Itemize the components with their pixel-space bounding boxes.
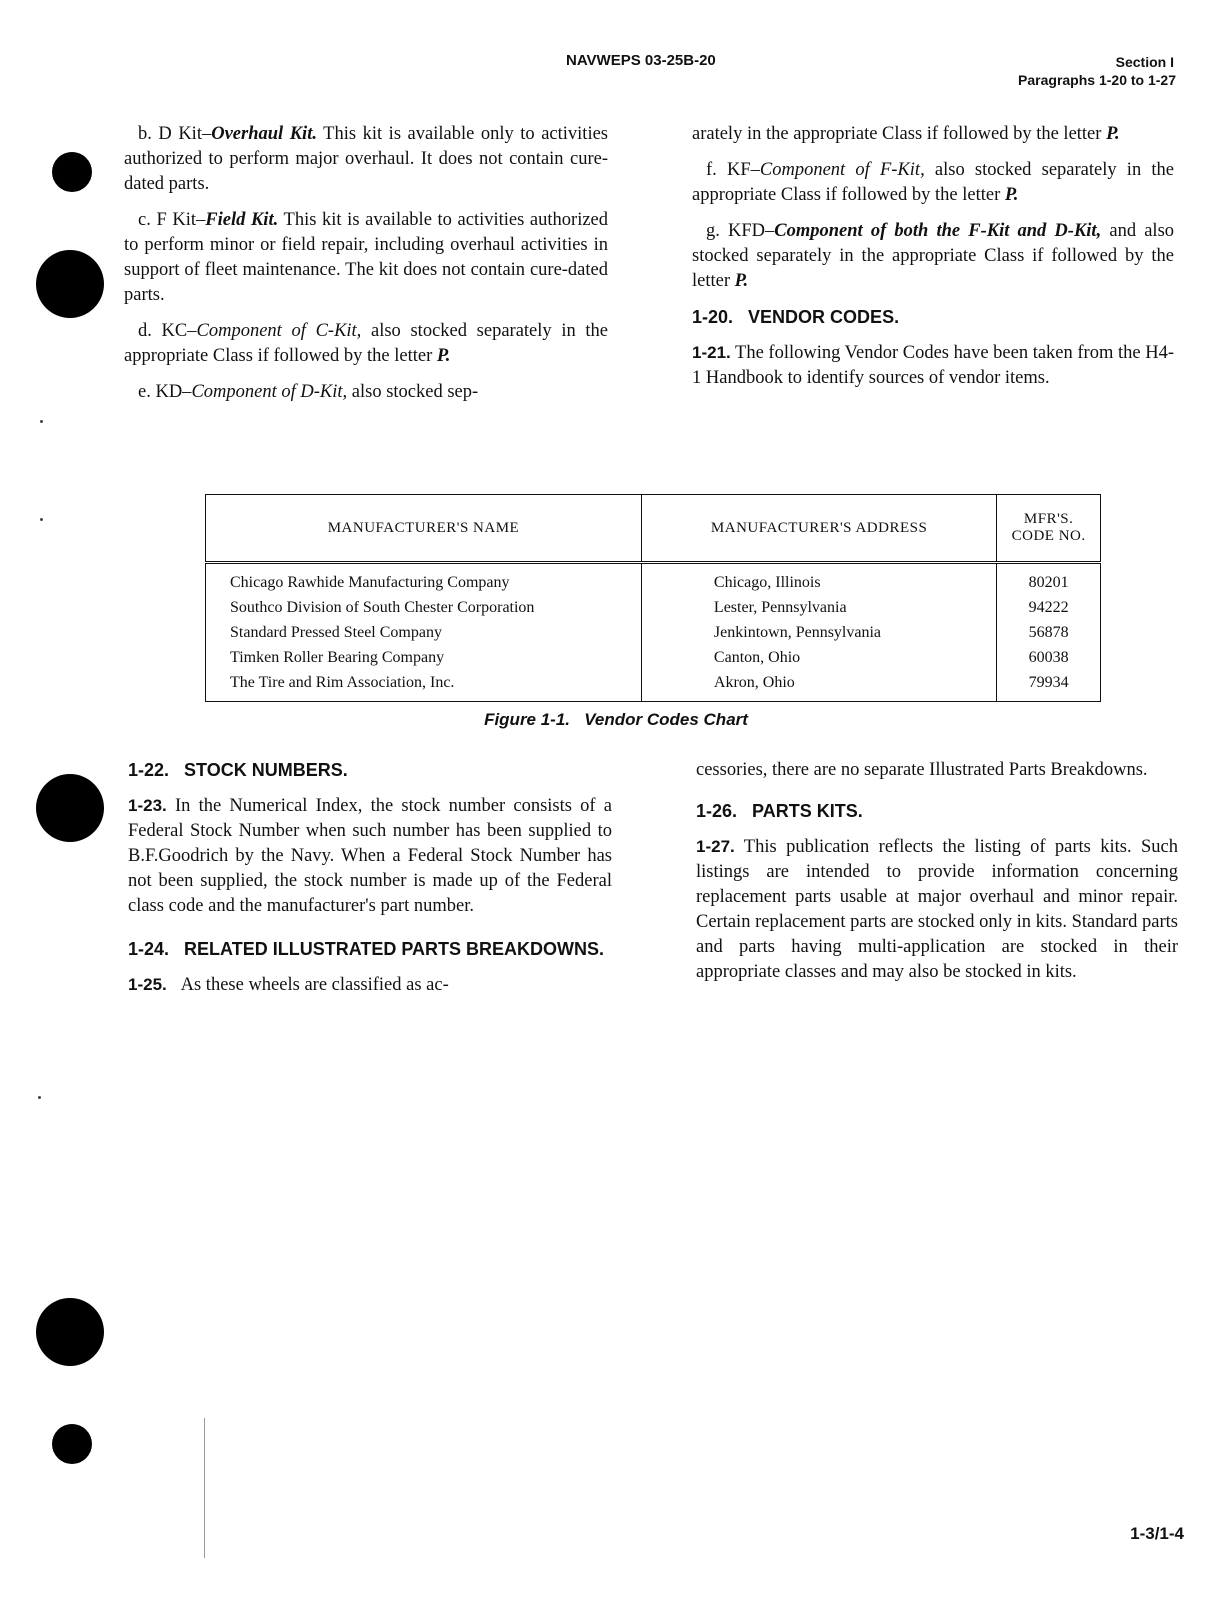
paragraph-b: b. D Kit–Overhaul Kit. This kit is available only to activities authorized to perform major overhaul. It does not contain cure-dated parts. bbox=[124, 124, 609, 194]
manufacturer-name: The Tire and Rim Association, Inc. bbox=[230, 673, 455, 691]
manufacturer-address: Jenkintown, Pennsylvania bbox=[641, 620, 996, 645]
paragraph-1-21: 1-21. The following Vendor Codes have been taken from the H4-1 Handbook to identify sources of vendor items. bbox=[692, 343, 1174, 388]
left-column-top bbox=[124, 122, 608, 416]
page-number: 1-3/1-4 bbox=[1130, 1524, 1184, 1543]
binder-hole bbox=[36, 774, 104, 842]
binder-hole bbox=[52, 1424, 92, 1464]
left-column-bottom bbox=[128, 758, 612, 1009]
paragraph-1-23: 1-23. In the Numerical Index, the stock number consists of a Federal Stock Number when such number has been supplied to B.F.Goodrich by the Navy. When a Federal Stock Number has not been supplied, the stock number is made up of the Federal class code and the manufacturer's part number. bbox=[128, 796, 612, 916]
figure-caption: Figure 1-1. Vendor Codes Chart bbox=[484, 710, 748, 729]
speck bbox=[40, 420, 43, 423]
table-row bbox=[206, 670, 1101, 702]
manufacturer-name: Southco Division of South Chester Corporation bbox=[230, 598, 535, 616]
table-row bbox=[206, 620, 1101, 645]
manufacturer-address: Akron, Ohio bbox=[641, 670, 996, 702]
manufacturer-code: 94222 bbox=[997, 595, 1101, 620]
manufacturer-code: 80201 bbox=[997, 563, 1101, 596]
column-header-address: MANUFACTURER'S ADDRESS bbox=[641, 495, 996, 563]
paragraph-e: e. KD–Component of D-Kit, also stocked sep- bbox=[138, 382, 479, 402]
manufacturer-address: Lester, Pennsylvania bbox=[641, 595, 996, 620]
paragraph-c: c. F Kit–Field Kit. This kit is available to activities authorized to perform minor or field repair, including overhaul activities in support of fleet maintenance. The kit does not contain cure-dated parts. bbox=[124, 210, 609, 305]
manufacturer-name: Timken Roller Bearing Company bbox=[230, 648, 445, 666]
heading-related-parts: 1-24. RELATED ILLUSTRATED PARTS BREAKDOWNS. bbox=[128, 939, 605, 959]
heading-parts-kits: 1-26. PARTS KITS. bbox=[696, 801, 863, 821]
manufacturer-address: Chicago, Illinois bbox=[641, 563, 996, 596]
manufacturer-code: 79934 bbox=[997, 670, 1101, 702]
right-column-top bbox=[692, 122, 1174, 402]
table-row bbox=[206, 645, 1101, 670]
manufacturer-name: Chicago Rawhide Manufacturing Company bbox=[230, 573, 510, 591]
speck bbox=[38, 1096, 41, 1099]
paragraph-1-27: 1-27. This publication reflects the listing of parts kits. Such listings are intended to provide information concerning replacement parts usable at major overhaul and minor repair. Certain replacement parts are stocked only in kits. Standard parts and parts having multi-application are stocked in their appropriate classes and may also be stocked in kits. bbox=[696, 837, 1178, 982]
document-id: NAVWEPS 03-25B-20 bbox=[566, 52, 716, 69]
table-row bbox=[206, 563, 1101, 596]
manufacturer-code: 60038 bbox=[997, 645, 1101, 670]
right-column-bottom bbox=[696, 758, 1178, 996]
vendor-codes-table bbox=[205, 494, 1101, 702]
paragraph-g: g. KFD–Component of both the F-Kit and D-Kit, and also stocked separately in the appropriate Class if followed by the letter P. bbox=[692, 221, 1175, 291]
paragraph-e-continued: arately in the appropriate Class if followed by the letter P. bbox=[692, 124, 1120, 144]
paragraph-range: Paragraphs 1-20 to 1-27 bbox=[1018, 72, 1176, 88]
binder-hole bbox=[36, 250, 104, 318]
manufacturer-code: 56878 bbox=[997, 620, 1101, 645]
column-header-name: MANUFACTURER'S NAME bbox=[206, 495, 642, 563]
paragraph-1-25: 1-25. As these wheels are classified as ac- bbox=[128, 975, 449, 995]
binder-hole bbox=[36, 1298, 104, 1366]
manufacturer-address: Canton, Ohio bbox=[641, 645, 996, 670]
scan-line bbox=[204, 1418, 205, 1558]
manufacturer-name: Standard Pressed Steel Company bbox=[230, 623, 442, 641]
paragraph-1-25-continued: cessories, there are no separate Illustrated Parts Breakdowns. bbox=[696, 760, 1148, 780]
speck bbox=[40, 518, 43, 521]
table-row bbox=[206, 595, 1101, 620]
table-header-row bbox=[206, 495, 1101, 563]
heading-vendor-codes: 1-20. VENDOR CODES. bbox=[692, 307, 900, 327]
paragraph-d: d. KC–Component of C-Kit, also stocked separately in the appropriate Class if followed by the letter P. bbox=[124, 321, 609, 366]
heading-stock-numbers: 1-22. STOCK NUMBERS. bbox=[128, 760, 348, 780]
column-header-code: MFR'S. CODE NO. bbox=[997, 495, 1101, 563]
section-label: Section I bbox=[1115, 54, 1174, 70]
binder-hole bbox=[52, 152, 92, 192]
paragraph-f: f. KF–Component of F-Kit, also stocked separately in the appropriate Class if followed by the letter P. bbox=[692, 160, 1174, 205]
